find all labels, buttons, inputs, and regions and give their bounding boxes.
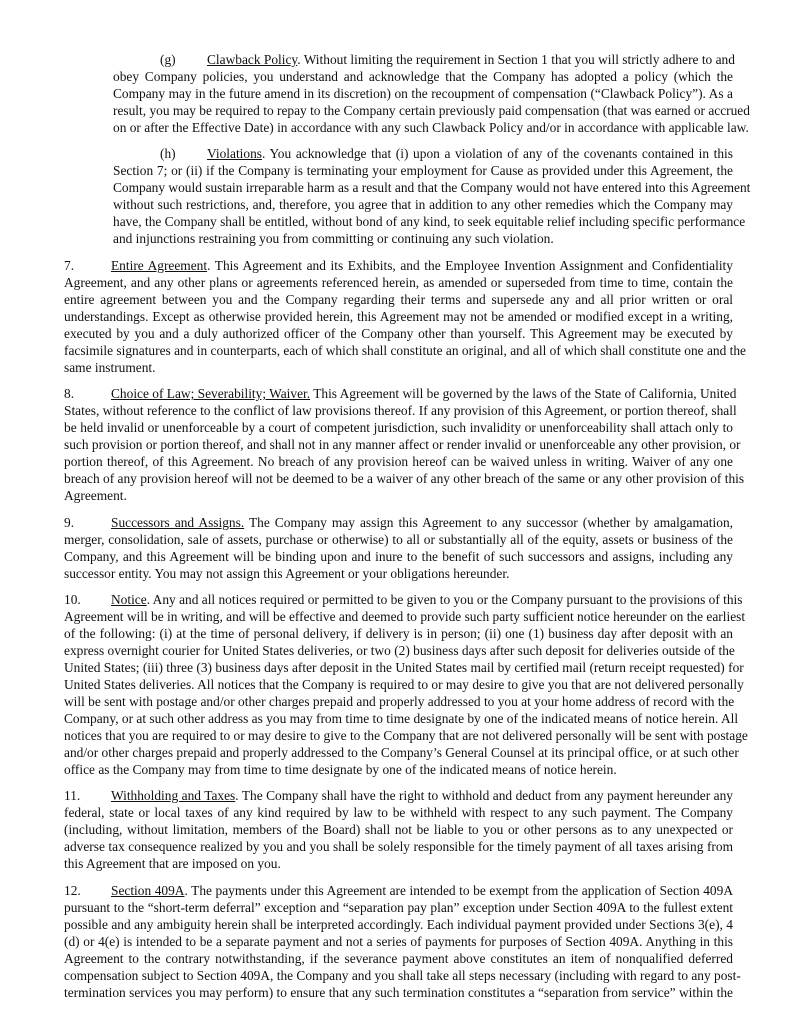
paragraph-first-line	[64, 51, 733, 68]
paragraph-line: Agreement to the contrary notwithstanding, if the severance payment above constitutes an item of nonqualified deferred	[64, 950, 733, 966]
document-page	[64, 51, 751, 1010]
section-title: Section 409A	[111, 882, 185, 898]
section-paragraph	[64, 882, 741, 1001]
paragraph-text: . You acknowledge that (i) upon a violation of any of the covenants contained in this	[262, 146, 733, 162]
paragraph-line: compensation subject to Section 409A, the Company and you shall take all steps necessary (including with regard to any post-	[64, 967, 741, 983]
section-title: Choice of Law; Severability; Waiver.	[111, 386, 311, 402]
paragraph-first-line	[64, 591, 743, 608]
section-number: 12.	[64, 882, 81, 898]
section-number: (g)	[160, 52, 176, 67]
paragraph-line: obey Company policies, you understand and acknowledge that the Company has adopted a policy (which the	[113, 69, 733, 84]
section-paragraph	[64, 145, 751, 247]
paragraph-line: Company would sustain irreparable harm as a result and that the Company would not have entered into this Agreement	[113, 180, 751, 196]
section-paragraph	[64, 257, 746, 376]
paragraph-line: understandings. Except as otherwise provided herein, this Agreement may not be amended or modified except in a writing,	[64, 308, 733, 324]
paragraph-line: federal, state or local taxes of any kind required by law to be withheld with respect to any such payment. The Company	[64, 805, 733, 821]
paragraph-line: United States deliveries. All notices that the Company is required to or may desire to give you that are not delivered personally	[64, 676, 744, 692]
section-title: Withholding and Taxes	[111, 788, 236, 804]
paragraph-line: express overnight courier for United States deliveries, or two (2) business days after such deposit for deliveries outside of the	[64, 642, 735, 658]
paragraph-text: This Agreement will be governed by the laws of the State of California, United	[310, 386, 737, 402]
paragraph-first-line	[64, 257, 733, 274]
paragraph-line: pursuant to the “short-term deferral” exception and “separation pay plan” exception under Section 409A to the fullest extent	[64, 899, 733, 915]
paragraph-line: have, the Company shall be entitled, without bond of any kind, to seek equitable relief including specific performance	[113, 214, 746, 230]
paragraph-text: . The payments under this Agreement are intended to be exempt from the application of Section 409A	[184, 882, 733, 898]
paragraph-line: Agreement will be in writing, and will be effective and deemed to provide such party sufficient notice hereunder on the earliest	[64, 608, 746, 624]
paragraph-line: facsimile signatures and in counterparts, each of which shall constitute an original, and all of which shall constitute one and the	[64, 342, 746, 358]
section-paragraph	[64, 51, 750, 136]
paragraph-line: merger, consolidation, sale of assets, purchase or otherwise) to all or substantially all of the equity, assets or business of the	[64, 531, 733, 547]
paragraph-line: and injunctions restraining you from committing or continuing any such violation.	[113, 231, 554, 247]
paragraph-first-line	[64, 787, 733, 804]
paragraph-first-line	[64, 514, 733, 531]
paragraph-line: States, without reference to the conflict of law provisions thereof. If any provision of this Agreement, or portion thereof, shall	[64, 403, 737, 419]
paragraph-line: without such restrictions, and, therefore, you agree that in addition to any other remedies which the Company may	[113, 197, 733, 213]
paragraph-line: (d) or 4(e) is intended to be a separate payment and not a series of payments for purposes of Section 409A. Anything in this	[64, 933, 733, 949]
section-paragraph	[64, 787, 733, 872]
paragraph-line: Company, and this Agreement will be binding upon and inure to the benefit of such successors and assigns, including any	[64, 548, 733, 564]
paragraph-line: Section 7; or (ii) if the Company is terminating your employment for Cause as provided under this Agreement, the	[113, 163, 733, 179]
section-title: Entire Agreement	[111, 257, 208, 273]
paragraph-first-line	[64, 882, 733, 899]
section-number: (h)	[160, 146, 176, 162]
paragraph-line: Company, or at such other address as you may from time to time designate by one of the indicated means of notice herein. All	[64, 710, 739, 726]
section-number: 8.	[64, 386, 75, 402]
section-number: 7.	[64, 257, 75, 273]
paragraph-text: The Company may assign this Agreement to any successor (whether by amalgamation,	[244, 514, 733, 530]
paragraph-line: entire agreement between you and the Company regarding their terms and supersede any and all prior written or oral	[64, 291, 733, 307]
section-title: Successors and Assigns.	[111, 514, 245, 530]
section-number: 10.	[64, 591, 81, 607]
section-paragraph	[64, 514, 733, 582]
paragraph-line: Agreement.	[64, 488, 127, 504]
paragraph-line: portion thereof, of this Agreement. No breach of any provision hereof can be waived unless in writing. Waiver of any one	[64, 454, 733, 470]
paragraph-line: same instrument.	[64, 359, 156, 375]
paragraph-line: and/or other charges prepaid and properly addressed to the Company’s General Counsel at its principal office, or at such other	[64, 744, 739, 760]
section-number: 11.	[64, 788, 81, 804]
paragraph-line: office as the Company may from time to time designate by one of the indicated means of notice herein.	[64, 761, 617, 777]
paragraph-line: on or after the Effective Date) in accordance with any such Clawback Policy and/or in accordance with applicable law.	[113, 120, 749, 135]
section-number: 9.	[64, 514, 75, 530]
section-title: Violations	[207, 146, 262, 162]
section-title: Clawback Policy	[207, 52, 298, 67]
paragraph-line: of the following: (i) at the time of personal delivery, if delivery is in person; (ii) one (1) business day after deposit with an	[64, 625, 733, 641]
paragraph-line: executed by you and a duly authorized officer of the Company other than yourself. This Agreement may be executed by	[64, 325, 733, 341]
paragraph-line: United States; (iii) three (3) business days after deposit in the United States mail by certified mail (return receipt requested) for	[64, 659, 744, 675]
paragraph-line: Company may in the future amend in its discretion) on the recoupment of compensation (“Clawback Policy”). As a	[113, 86, 733, 101]
paragraph-line: Agreement, and any other plans or agreements referenced herein, as amended or superseded from time to time, contain the	[64, 274, 733, 290]
paragraph-line: adverse tax consequence realized by you and you shall be solely responsible for the timely payment of all taxes arising from	[64, 839, 733, 855]
paragraph-text: . This Agreement and its Exhibits, and the Employee Invention Assignment and Confidentiality	[207, 257, 733, 273]
section-paragraph	[64, 385, 745, 504]
paragraph-first-line	[64, 385, 737, 402]
paragraph-text: . Without limiting the requirement in Section 1 that you will strictly adhere to and	[297, 52, 735, 67]
paragraph-line: be held invalid or unenforceable by a court of competent jurisdiction, such invalidity or unenforceability shall attach only to	[64, 420, 733, 436]
paragraph-line: successor entity. You may not assign this Agreement or your obligations hereunder.	[64, 565, 510, 581]
paragraph-line: possible and any ambiguity herein shall be interpreted accordingly. Each individual payment provided under Sections 3(e), 4	[64, 916, 733, 932]
paragraph-line: (including, without limitation, members of the Board) shall not be liable to you or other persons as to any unexpected or	[64, 822, 733, 838]
section-paragraph	[64, 591, 748, 778]
section-title: Notice	[111, 591, 147, 607]
paragraph-first-line	[64, 145, 733, 162]
paragraph-line: will be sent with postage and/or other charges prepaid and properly addressed to you at your home address of record with the	[64, 693, 735, 709]
paragraph-line: result, you may be required to repay to the Company certain previously paid compensation (that was earned or accrued	[113, 103, 750, 118]
paragraph-line: this Agreement that are imposed on you.	[64, 856, 281, 872]
paragraph-text: . The Company shall have the right to withhold and deduct from any payment hereunder any	[235, 788, 733, 804]
paragraph-line: such provision or portion thereof, and shall not in any manner affect or render invalid or unenforceable any other provision, or	[64, 437, 741, 453]
paragraph-line: breach of any provision hereof will not be deemed to be a waiver of any other breach of the same or any other provision of this	[64, 471, 745, 487]
paragraph-line: termination services you may perform) to ensure that any such termination constitutes a “separation from service” within the	[64, 984, 733, 1000]
paragraph-line: notices that you are required to or may desire to give to the Company that are not delivered personally will be sent with postage	[64, 727, 748, 743]
paragraph-text: . Any and all notices required or permitted to be given to you or the Company pursuant to the provisions of this	[146, 591, 743, 607]
